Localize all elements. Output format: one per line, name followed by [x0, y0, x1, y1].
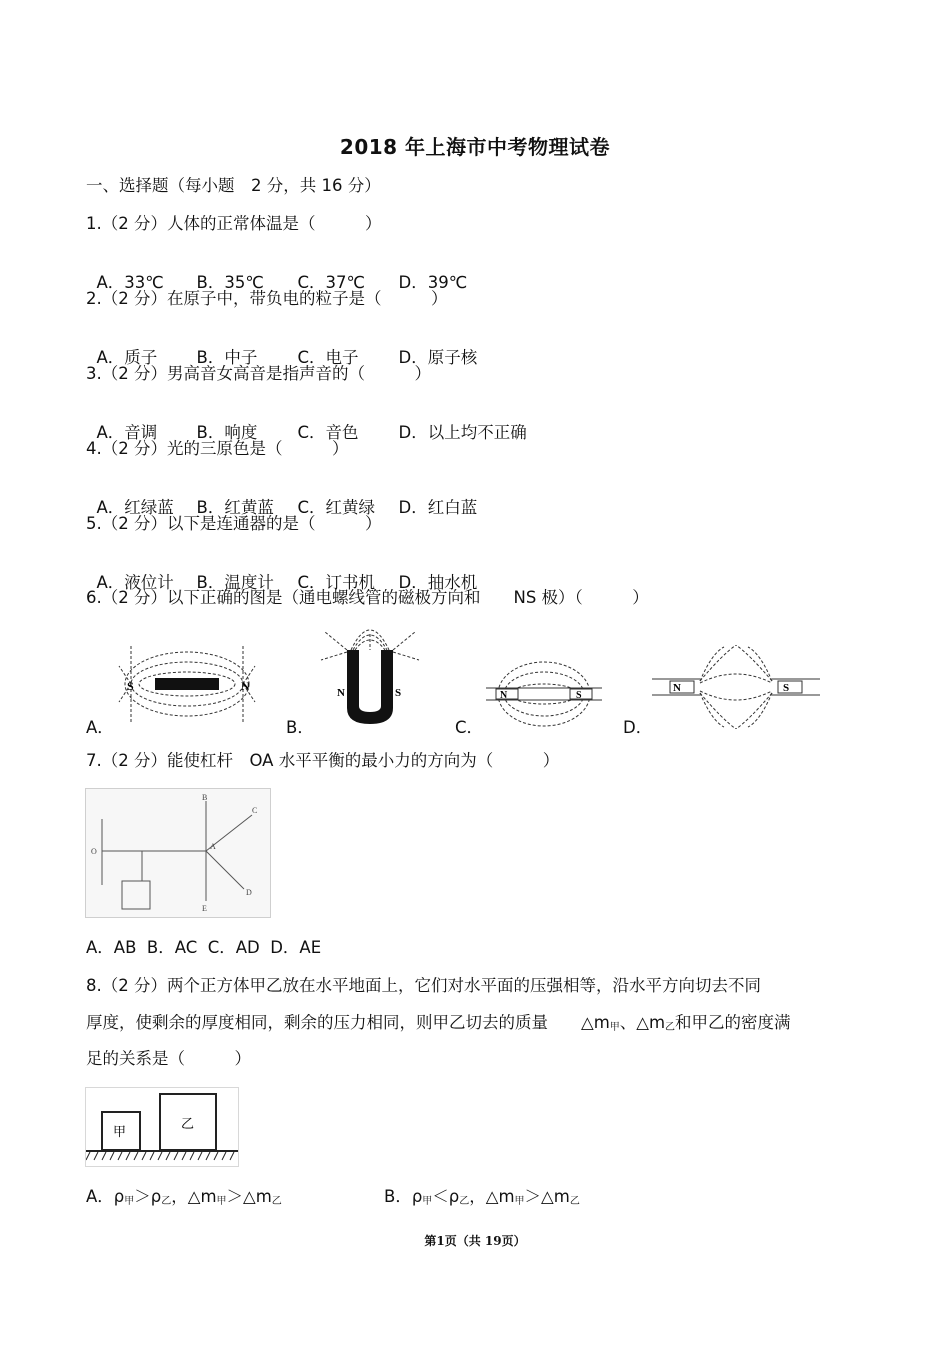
q7-letter-b: B	[202, 793, 208, 802]
q8b-part1: ＜ρ	[432, 1187, 460, 1206]
option-a[interactable]: A．33℃	[96, 273, 164, 292]
q8a-part1: ＞ρ	[134, 1187, 162, 1206]
q7-letter-d: D	[246, 888, 252, 897]
option-a[interactable]: A．质子	[96, 348, 158, 367]
option-b[interactable]: B．温度计	[196, 573, 274, 592]
question-8-line-3: 足的关系是（ ）	[86, 1049, 251, 1068]
question-8-line-2	[86, 1012, 791, 1039]
q8-fig-yi: 乙	[181, 1117, 195, 1132]
q6-label-c[interactable]: C．	[455, 718, 484, 737]
option-b[interactable]: B．中子	[196, 348, 258, 367]
q8a-part3: ＞△m	[226, 1187, 272, 1206]
q6c-pole-n: N	[500, 690, 508, 701]
option-d[interactable]: D．39℃	[398, 273, 468, 292]
option-c[interactable]: C．37℃	[297, 273, 366, 292]
q7-letter-o: O	[91, 847, 97, 856]
question-6-stem: 6.（2 分）以下正确的图是（通电螺线管的磁极方向和 NS 极）（ ）	[86, 588, 649, 607]
question-7-stem: 7.（2 分）能使杠杆 OA 水平平衡的最小力的方向为（ ）	[86, 751, 560, 770]
option-a[interactable]: A．音调	[96, 423, 158, 442]
q6d-pole-s: S	[783, 682, 790, 694]
q8b-sub: 乙	[459, 1196, 470, 1207]
option-c[interactable]: C．红黄绿	[297, 498, 376, 517]
question-8-line-1: 8.（2 分）两个正方体甲乙放在水平地面上，它们对水平面的压强相等，沿水平方向切去不同	[86, 976, 761, 995]
q6a-pole-s: S	[127, 679, 134, 693]
question-3-stem: 3.（2 分）男高音女高音是指声音的（ ）	[86, 364, 431, 383]
question-5-stem: 5.（2 分）以下是连通器的是（ ）	[86, 514, 382, 533]
option-d[interactable]: D．以上均不正确	[398, 423, 527, 442]
option-c[interactable]: C．订书机	[297, 573, 376, 592]
q6b-pole-n: N	[337, 687, 345, 699]
q8a-sub: 乙	[161, 1196, 172, 1207]
question-8-option-a[interactable]	[86, 1186, 282, 1213]
q6d-pole-n: N	[673, 682, 681, 694]
q7-letter-a: A	[210, 842, 216, 851]
option-c[interactable]: C．电子	[297, 348, 359, 367]
option-b[interactable]: B．响度	[196, 423, 258, 442]
q8a-sub: 甲	[124, 1196, 135, 1207]
option-b[interactable]: B．红黄蓝	[196, 498, 274, 517]
q6-label-d[interactable]: D．	[623, 718, 653, 737]
option-d[interactable]: D．原子核	[398, 348, 478, 367]
q7-letter-c: C	[252, 806, 258, 815]
q8b-sub: 甲	[422, 1196, 433, 1207]
q8-sub-yi: 乙	[665, 1022, 676, 1033]
option-c[interactable]: C．音色	[297, 423, 359, 442]
q6a-pole-n: N	[241, 679, 250, 693]
q6-figure-d	[652, 645, 820, 729]
q6-figure-b	[317, 620, 423, 730]
q8a-label: A．ρ	[86, 1187, 125, 1206]
q8-text-c: 和甲乙的密度满	[675, 1013, 791, 1032]
q8a-sub: 甲	[216, 1196, 227, 1207]
question-4-stem: 4.（2 分）光的三原色是（ ）	[86, 439, 349, 458]
q8-text-a: 厚度，使剩余的厚度相同，剩余的压力相同，则甲乙切去的质量 △m	[86, 1013, 610, 1032]
question-7-options[interactable]: A．AB B．AC C．AD D．AE	[86, 938, 322, 957]
q8a-part2: ，△m	[171, 1187, 217, 1206]
q8-fig-jia: 甲	[113, 1125, 127, 1140]
question-2-stem: 2.（2 分）在原子中，带负电的粒子是（ ）	[86, 289, 448, 308]
question-8-option-b[interactable]	[384, 1186, 580, 1213]
q6b-pole-s: S	[395, 687, 402, 699]
q6-figure-a	[117, 636, 257, 730]
option-a[interactable]: A．液位计	[96, 573, 174, 592]
q8b-part3: ＞△m	[524, 1187, 570, 1206]
q7-lever-figure	[85, 788, 271, 918]
question-1-stem: 1.（2 分）人体的正常体温是（ ）	[86, 214, 382, 233]
q8-sub-jia: 甲	[609, 1022, 620, 1033]
page-footer: 第1页（共 19页）	[424, 1234, 526, 1248]
q6-figure-c	[484, 656, 604, 730]
q8b-label: B．ρ	[384, 1187, 423, 1206]
q6c-pole-s: S	[576, 690, 582, 701]
q8b-sub: 乙	[569, 1196, 580, 1207]
q8-text-b: 、△m	[619, 1013, 666, 1032]
q8a-sub: 乙	[271, 1196, 282, 1207]
q7-letter-e: E	[202, 904, 207, 913]
q6-label-b[interactable]: B．	[286, 718, 314, 737]
page-title: 2018 年上海市中考物理试卷	[339, 135, 611, 159]
q8-cubes-figure	[85, 1087, 239, 1167]
section-heading: 一、选择题（每小题 2 分，共 16 分）	[86, 176, 381, 195]
option-b[interactable]: B．35℃	[196, 273, 264, 292]
option-d[interactable]: D．抽水机	[398, 573, 478, 592]
q8b-part2: ，△m	[469, 1187, 515, 1206]
option-a[interactable]: A．红绿蓝	[96, 498, 174, 517]
option-d[interactable]: D．红白蓝	[398, 498, 478, 517]
q6-label-a[interactable]: A．	[86, 718, 114, 737]
q8b-sub: 甲	[514, 1196, 525, 1207]
